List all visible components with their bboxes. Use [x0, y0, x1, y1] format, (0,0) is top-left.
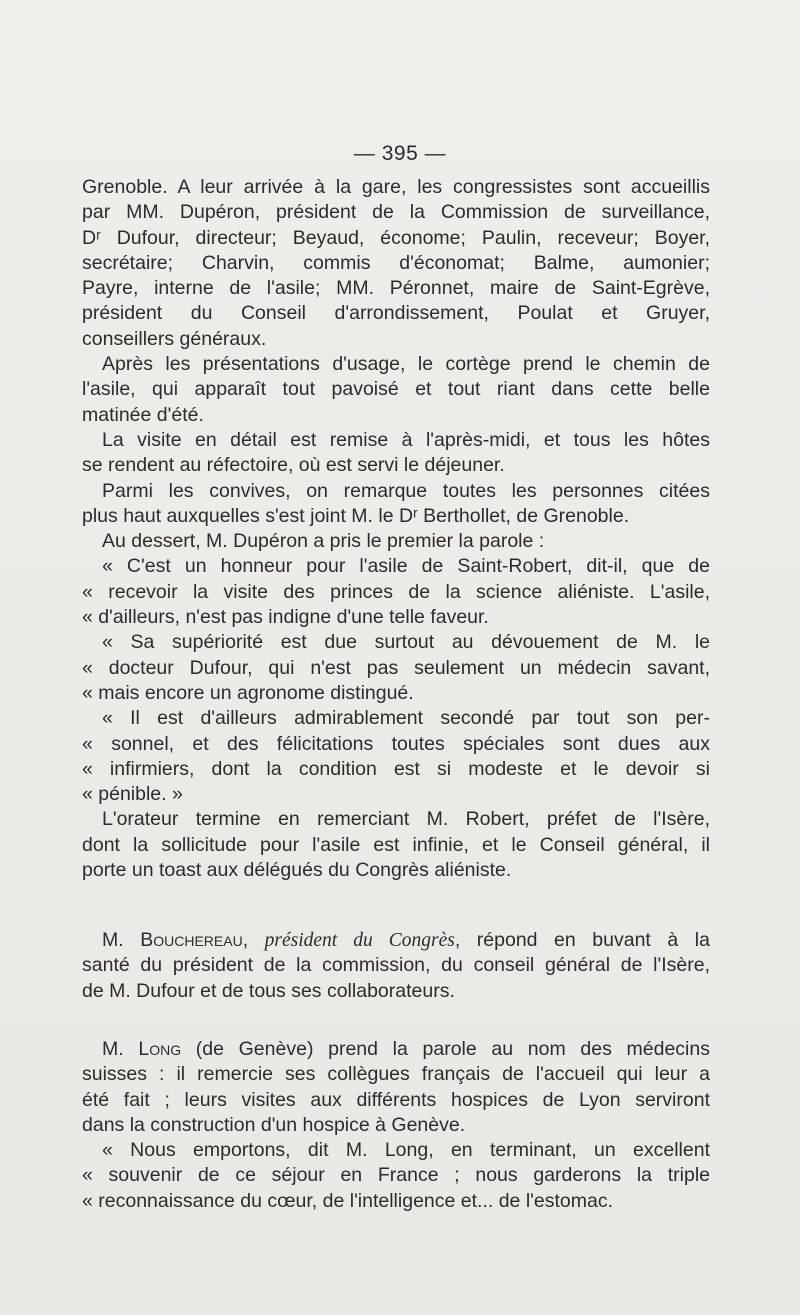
text-line: La visite en détail est remise à l'après-midi, et tous les hôtes — [102, 428, 710, 451]
text-line: président du Conseil d'arrondissement, Poulat et Gruyer, — [82, 302, 710, 325]
prefix: M. — [102, 1038, 139, 1060]
long-paragraph — [82, 1037, 710, 1214]
quote-line: « Sa supériorité est due surtout au dévouement de M. le — [102, 631, 710, 654]
quote-line: « infirmiers, dont la condition est si modeste et le devoir si — [82, 757, 710, 780]
bouchereau-paragraph — [82, 928, 710, 1004]
text-line — [82, 1037, 710, 1062]
quote-line: « souvenir de ce séjour en France ; nous garderons la triple — [82, 1164, 710, 1187]
text-line: Au dessert, M. Dupéron a pris le premier la parole : — [102, 530, 545, 553]
page-number: — 395 — — [353, 142, 447, 165]
text-line: se rendent au réfectoire, où est servi le déjeuner. — [82, 454, 505, 477]
quote-line: « mais encore un agronome distingué. — [82, 681, 414, 704]
quote-line: « Nous emportons, dit M. Long, en terminant, un excellent — [102, 1139, 710, 1162]
line-rest: (de Genève) prend la parole au nom des médecins — [181, 1038, 710, 1060]
speaker-title: président du Congrès — [264, 930, 455, 951]
quote-line: « pénible. » — [82, 783, 183, 806]
text-line: par MM. Dupéron, président de la Commission de surveillance, — [82, 201, 710, 224]
quote-line: « reconnaissance du cœur, de l'intelligence et... de l'estomac. — [82, 1189, 613, 1212]
text-line: dont la sollicitude pour l'asile est infinie, et le Conseil général, il — [82, 833, 710, 856]
text-line: plus haut auxquelles s'est joint M. le Dʳ Berthollet, de Grenoble. — [82, 504, 630, 527]
text-line: L'orateur termine en remerciant M. Robert, préfet de l'Isère, — [102, 808, 710, 831]
line-rest: , répond en buvant à la — [454, 929, 710, 951]
text-line: l'asile, qui apparaît tout pavoisé et tout riant dans cette belle — [82, 378, 710, 401]
text-line: Grenoble. A leur arrivée à la gare, les congressistes sont accueillis — [82, 176, 710, 198]
text-line — [82, 928, 710, 953]
text-line: secrétaire; Charvin, commis d'économat; Balme, aumonier; — [82, 251, 710, 274]
quote-line: « recevoir la visite des princes de la science aliéniste. L'asile, — [82, 580, 710, 603]
text-line: de M. Dufour et de tous ses collaborateurs. — [82, 979, 455, 1002]
quote-line: « d'ailleurs, n'est pas indigne d'une telle faveur. — [82, 606, 489, 629]
text-line: dans la construction d'un hospice à Genève. — [82, 1113, 466, 1136]
text-line: matinée d'été. — [82, 403, 204, 426]
text-line: Parmi les convives, on remarque toutes les personnes citées — [102, 479, 710, 502]
text-line: Dʳ Dufour, directeur; Beyaud, économe; Paulin, receveur; Boyer, — [82, 226, 710, 249]
text-line: conseillers généraux. — [82, 327, 267, 350]
text-line: été fait ; leurs visites aux différents hospices de Lyon serviront — [82, 1088, 710, 1111]
main-text-block — [82, 175, 710, 883]
comma: , — [242, 929, 265, 951]
text-line: porte un toast aux délégués du Congrès aliéniste. — [82, 859, 512, 882]
text-line: santé du président de la commission, du conseil général de l'Isère, — [82, 954, 710, 977]
text-line: Payre, interne de l'asile; MM. Péronnet, maire de Saint-Egrève, — [82, 277, 710, 300]
text-line: suisses : il remercie ses collègues français de l'accueil qui leur a — [82, 1063, 710, 1086]
text-line: Après les présentations d'usage, le cortège prend le chemin de — [102, 353, 710, 376]
quote-line: « Il est d'ailleurs admirablement secondé par tout son per- — [102, 707, 710, 730]
speaker-name: Bouchereau — [140, 929, 243, 951]
prefix: M. — [102, 929, 141, 951]
quote-line: « docteur Dufour, qui n'est pas seulement un médecin savant, — [82, 656, 710, 679]
quote-line: « C'est un honneur pour l'asile de Saint-Robert, dit-il, que de — [102, 555, 710, 578]
speaker-name: Long — [138, 1038, 182, 1060]
quote-line: « sonnel, et des félicitations toutes spéciales sont dues aux — [82, 732, 710, 755]
